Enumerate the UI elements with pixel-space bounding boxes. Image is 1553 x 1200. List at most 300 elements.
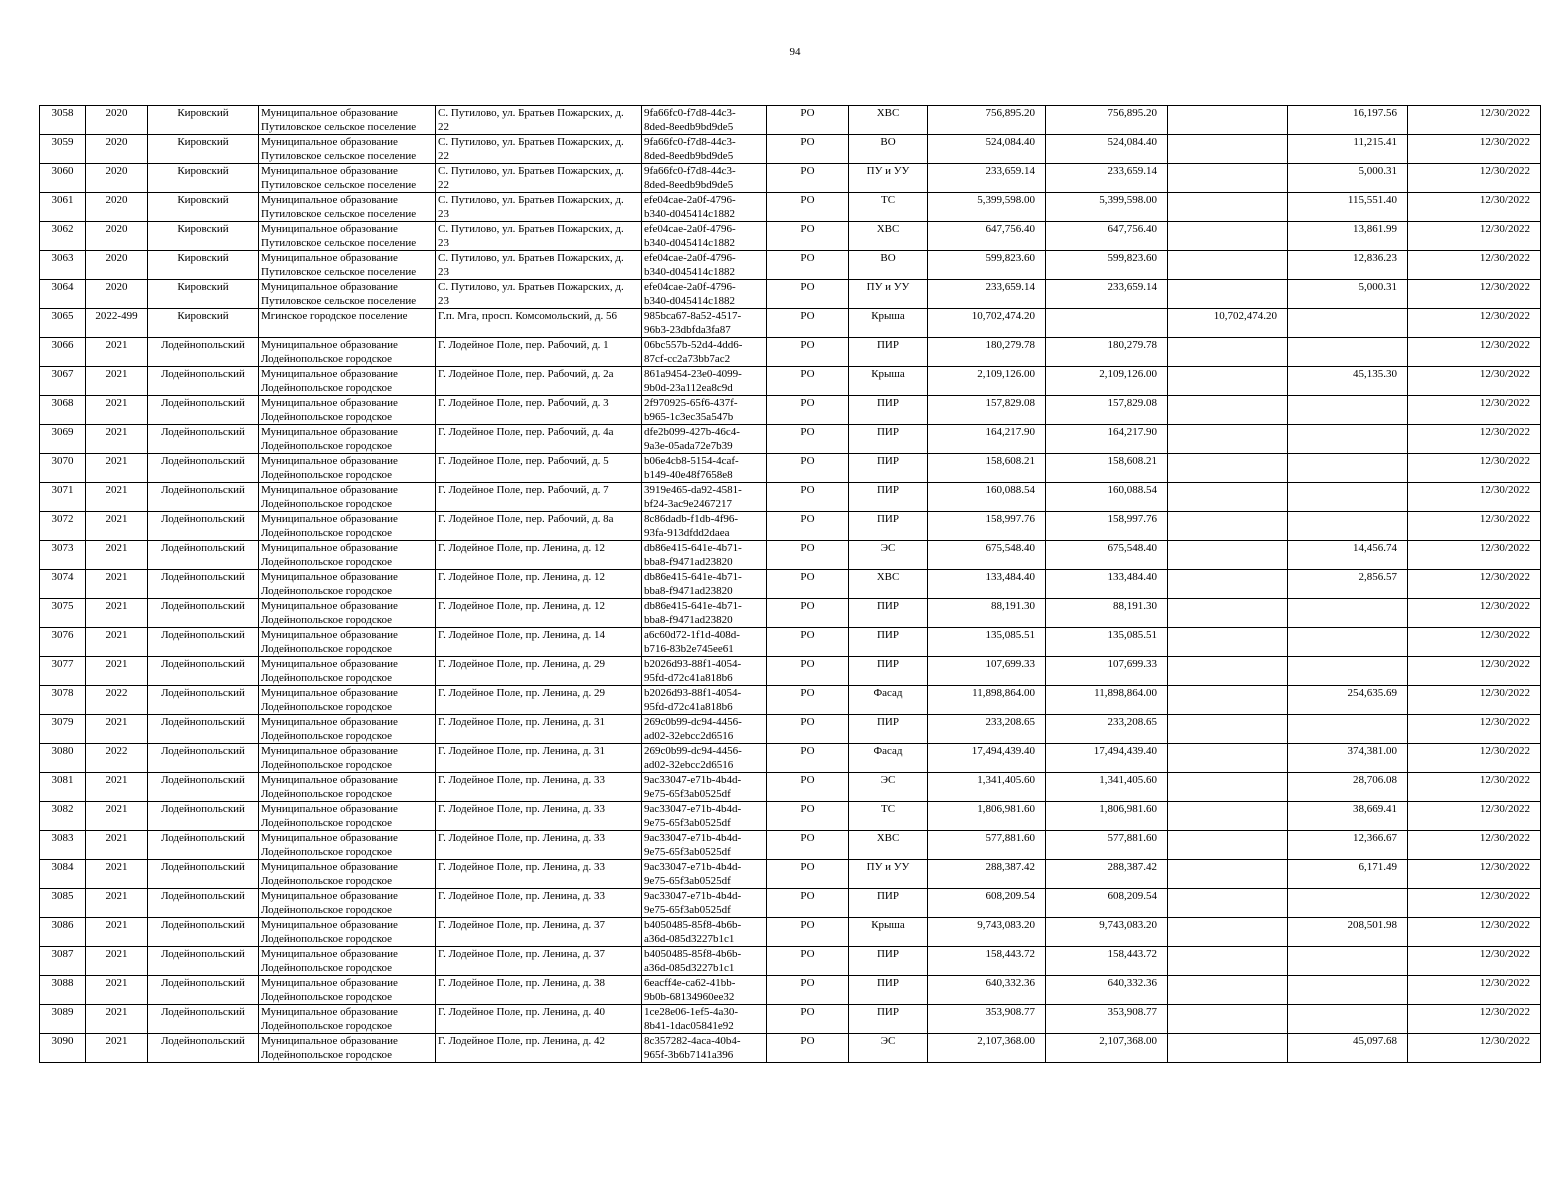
row-number-cell: 3088 xyxy=(40,976,86,1005)
district-cell: Лодейнопольский xyxy=(148,483,259,512)
cell-line-1: Муниципальное образование xyxy=(261,745,398,757)
address-cell xyxy=(436,802,642,831)
date-cell: 12/30/2022 xyxy=(1408,106,1541,135)
additional-cost-cell: 6,171.49 xyxy=(1288,860,1408,889)
date-cell: 12/30/2022 xyxy=(1408,918,1541,947)
work-type-cell: ВО xyxy=(849,251,928,280)
other-cost-cell xyxy=(1168,483,1288,512)
cell-line-2: Лодейнопольское городское xyxy=(261,788,393,800)
additional-cost-cell: 12,366.67 xyxy=(1288,831,1408,860)
fund-cost-cell: 88,191.30 xyxy=(1046,599,1168,628)
guid-cell xyxy=(642,860,767,889)
fund-cost-cell: 756,895.20 xyxy=(1046,106,1168,135)
other-cost-cell xyxy=(1168,831,1288,860)
cell-line-1: Муниципальное образование xyxy=(261,977,398,989)
row-number-cell: 3077 xyxy=(40,657,86,686)
guid-cell xyxy=(642,367,767,396)
additional-cost-cell xyxy=(1288,1005,1408,1034)
cell-line-2: Путиловское сельское поселение xyxy=(261,121,417,133)
other-cost-cell xyxy=(1168,1005,1288,1034)
cell-line-1: b2026d93-88f1-4054- xyxy=(644,658,742,670)
guid-cell xyxy=(642,338,767,367)
row-number-cell: 3081 xyxy=(40,773,86,802)
date-cell: 12/30/2022 xyxy=(1408,860,1541,889)
row-number-cell: 3073 xyxy=(40,541,86,570)
work-type-cell: ПУ и УУ xyxy=(849,280,928,309)
table-row xyxy=(40,396,1541,425)
guid-cell xyxy=(642,280,767,309)
cell-line-1: Г. Лодейное Поле, пр. Ленина, д. 14 xyxy=(438,629,605,641)
municipality-cell xyxy=(259,483,436,512)
other-cost-cell xyxy=(1168,570,1288,599)
cell-line-1: Г. Лодейное Поле, пр. Ленина, д. 12 xyxy=(438,600,605,612)
year-cell: 2021 xyxy=(86,860,148,889)
year-cell: 2020 xyxy=(86,193,148,222)
cell-line-2: 8ded-8eedb9bd9de5 xyxy=(644,150,734,162)
cell-line-1: С. Путилово, ул. Братьев Пожарских, д. xyxy=(438,223,624,235)
total-cost-cell: 233,208.65 xyxy=(928,715,1046,744)
cell-line-1: 9fa66fc0-f7d8-44c3- xyxy=(644,107,736,119)
type-cell: РО xyxy=(767,164,849,193)
work-type-cell: ПИР xyxy=(849,1005,928,1034)
table-row xyxy=(40,802,1541,831)
district-cell: Лодейнопольский xyxy=(148,715,259,744)
total-cost-cell: 599,823.60 xyxy=(928,251,1046,280)
date-cell: 12/30/2022 xyxy=(1408,773,1541,802)
year-cell: 2022 xyxy=(86,686,148,715)
year-cell: 2021 xyxy=(86,918,148,947)
cell-line-1: Г. Лодейное Поле, пер. Рабочий, д. 8а xyxy=(438,513,614,525)
district-cell: Лодейнопольский xyxy=(148,657,259,686)
fund-cost-cell: 158,608.21 xyxy=(1046,454,1168,483)
cell-line-2: 93fa-913dfdd2daea xyxy=(644,527,730,539)
municipality-cell xyxy=(259,628,436,657)
guid-cell xyxy=(642,1034,767,1063)
cell-line-2: Лодейнопольское городское xyxy=(261,498,393,510)
district-cell: Лодейнопольский xyxy=(148,889,259,918)
guid-cell xyxy=(642,106,767,135)
total-cost-cell: 233,659.14 xyxy=(928,164,1046,193)
cell-line-1: Муниципальное образование xyxy=(261,252,398,264)
date-cell: 12/30/2022 xyxy=(1408,715,1541,744)
fund-cost-cell: 288,387.42 xyxy=(1046,860,1168,889)
cell-line-2: Лодейнопольское городское xyxy=(261,353,393,365)
address-cell xyxy=(436,164,642,193)
work-type-cell: ПИР xyxy=(849,599,928,628)
cell-line-1: С. Путилово, ул. Братьев Пожарских, д. xyxy=(438,194,624,206)
cell-line-2: Лодейнопольское городское xyxy=(261,759,393,771)
cell-line-1: Муниципальное образование xyxy=(261,426,398,438)
address-cell xyxy=(436,135,642,164)
date-cell: 12/30/2022 xyxy=(1408,193,1541,222)
other-cost-cell xyxy=(1168,1034,1288,1063)
district-cell: Лодейнопольский xyxy=(148,367,259,396)
other-cost-cell xyxy=(1168,338,1288,367)
cell-line-2: bba8-f9471ad23820 xyxy=(644,556,733,568)
cell-line-1: Муниципальное образование xyxy=(261,600,398,612)
cell-line-1: 269c0b99-dc94-4456- xyxy=(644,745,742,757)
total-cost-cell: 158,608.21 xyxy=(928,454,1046,483)
year-cell: 2021 xyxy=(86,338,148,367)
other-cost-cell xyxy=(1168,802,1288,831)
row-number-cell: 3061 xyxy=(40,193,86,222)
cell-line-2: Лодейнопольское городское xyxy=(261,904,393,916)
type-cell: РО xyxy=(767,744,849,773)
cell-line-1: db86e415-641e-4b71- xyxy=(644,542,742,554)
row-number-cell: 3072 xyxy=(40,512,86,541)
row-number-cell: 3066 xyxy=(40,338,86,367)
year-cell: 2022 xyxy=(86,744,148,773)
address-cell xyxy=(436,570,642,599)
additional-cost-cell: 208,501.98 xyxy=(1288,918,1408,947)
cell-line-1: 1ce28e06-1ef5-4a30- xyxy=(644,1006,739,1018)
other-cost-cell xyxy=(1168,686,1288,715)
cell-line-1: 861a9454-23e0-4099- xyxy=(644,368,742,380)
cell-line-2: 23 xyxy=(438,208,449,220)
cell-line-2: 9e75-65f3ab0525df xyxy=(644,817,731,829)
cell-line-1: Муниципальное образование xyxy=(261,484,398,496)
cell-line-1: Муниципальное образование xyxy=(261,165,398,177)
row-number-cell: 3059 xyxy=(40,135,86,164)
cell-line-2: Лодейнопольское городское xyxy=(261,440,393,452)
date-cell: 12/30/2022 xyxy=(1408,396,1541,425)
total-cost-cell: 756,895.20 xyxy=(928,106,1046,135)
year-cell: 2021 xyxy=(86,657,148,686)
municipality-cell xyxy=(259,889,436,918)
municipality-cell xyxy=(259,947,436,976)
cell-line-1: Г.п. Мга, просп. Комсомольский, д. 56 xyxy=(438,310,617,322)
cell-line-2: b340-d045414c1882 xyxy=(644,237,736,249)
cell-line-1: Муниципальное образование xyxy=(261,136,398,148)
fund-cost-cell: 233,208.65 xyxy=(1046,715,1168,744)
other-cost-cell xyxy=(1168,889,1288,918)
cell-line-2: 9b0b-68134960ee32 xyxy=(644,991,735,1003)
cell-line-1: Муниципальное образование xyxy=(261,919,398,931)
fund-cost-cell: 599,823.60 xyxy=(1046,251,1168,280)
cell-line-2: 9e75-65f3ab0525df xyxy=(644,788,731,800)
cell-line-2: Лодейнопольское городское xyxy=(261,962,393,974)
work-type-cell: ЭС xyxy=(849,773,928,802)
work-type-cell: ПИР xyxy=(849,425,928,454)
municipality-cell xyxy=(259,193,436,222)
address-cell xyxy=(436,860,642,889)
fund-cost-cell: 1,341,405.60 xyxy=(1046,773,1168,802)
row-number-cell: 3065 xyxy=(40,309,86,338)
work-type-cell: ПИР xyxy=(849,483,928,512)
guid-cell xyxy=(642,657,767,686)
other-cost-cell xyxy=(1168,976,1288,1005)
address-cell xyxy=(436,193,642,222)
cell-line-2: 9a3e-05ada72e7b39 xyxy=(644,440,733,452)
other-cost-cell xyxy=(1168,135,1288,164)
municipality-cell xyxy=(259,860,436,889)
type-cell: РО xyxy=(767,860,849,889)
date-cell: 12/30/2022 xyxy=(1408,947,1541,976)
year-cell: 2020 xyxy=(86,106,148,135)
type-cell: РО xyxy=(767,570,849,599)
cell-line-1: Г. Лодейное Поле, пер. Рабочий, д. 4а xyxy=(438,426,614,438)
total-cost-cell: 9,743,083.20 xyxy=(928,918,1046,947)
cell-line-1: Муниципальное образование xyxy=(261,774,398,786)
fund-cost-cell: 640,332.36 xyxy=(1046,976,1168,1005)
table-row xyxy=(40,309,1541,338)
fund-cost-cell: 233,659.14 xyxy=(1046,164,1168,193)
total-cost-cell: 353,908.77 xyxy=(928,1005,1046,1034)
year-cell: 2021 xyxy=(86,628,148,657)
additional-cost-cell xyxy=(1288,599,1408,628)
municipality-cell xyxy=(259,280,436,309)
address-cell xyxy=(436,309,642,338)
row-number-cell: 3062 xyxy=(40,222,86,251)
guid-cell xyxy=(642,918,767,947)
type-cell: РО xyxy=(767,773,849,802)
type-cell: РО xyxy=(767,193,849,222)
cell-line-2: b965-1c3ec35a547b xyxy=(644,411,734,423)
district-cell: Лодейнопольский xyxy=(148,338,259,367)
cell-line-1: 8c86dadb-f1db-4f96- xyxy=(644,513,739,525)
other-cost-cell xyxy=(1168,367,1288,396)
type-cell: РО xyxy=(767,483,849,512)
guid-cell xyxy=(642,947,767,976)
municipality-cell xyxy=(259,715,436,744)
year-cell: 2021 xyxy=(86,715,148,744)
year-cell: 2021 xyxy=(86,425,148,454)
cell-line-1: Муниципальное образование xyxy=(261,571,398,583)
cell-line-2: ad02-32ebcc2d6516 xyxy=(644,759,734,771)
cell-line-2: Лодейнопольское городское xyxy=(261,382,393,394)
row-number-cell: 3078 xyxy=(40,686,86,715)
fund-cost-cell: 180,279.78 xyxy=(1046,338,1168,367)
date-cell: 12/30/2022 xyxy=(1408,1034,1541,1063)
row-number-cell: 3084 xyxy=(40,860,86,889)
fund-cost-cell: 135,085.51 xyxy=(1046,628,1168,657)
cell-line-1: 2f970925-65f6-437f- xyxy=(644,397,738,409)
municipality-cell xyxy=(259,367,436,396)
type-cell: РО xyxy=(767,251,849,280)
date-cell: 12/30/2022 xyxy=(1408,1005,1541,1034)
district-cell: Кировский xyxy=(148,135,259,164)
table-row xyxy=(40,338,1541,367)
district-cell: Лодейнопольский xyxy=(148,1005,259,1034)
cell-line-1: Муниципальное образование xyxy=(261,890,398,902)
date-cell: 12/30/2022 xyxy=(1408,338,1541,367)
additional-cost-cell: 28,706.08 xyxy=(1288,773,1408,802)
type-cell: РО xyxy=(767,831,849,860)
year-cell: 2021 xyxy=(86,947,148,976)
total-cost-cell: 1,341,405.60 xyxy=(928,773,1046,802)
address-cell xyxy=(436,657,642,686)
district-cell: Лодейнопольский xyxy=(148,744,259,773)
district-cell: Кировский xyxy=(148,106,259,135)
cell-line-1: Муниципальное образование xyxy=(261,107,398,119)
municipality-cell xyxy=(259,164,436,193)
cell-line-1: b4050485-85f8-4b6b- xyxy=(644,948,742,960)
guid-cell xyxy=(642,831,767,860)
district-cell: Лодейнопольский xyxy=(148,976,259,1005)
row-number-cell: 3083 xyxy=(40,831,86,860)
fund-cost-cell: 158,443.72 xyxy=(1046,947,1168,976)
work-type-cell: ЭС xyxy=(849,1034,928,1063)
total-cost-cell: 2,107,368.00 xyxy=(928,1034,1046,1063)
work-type-cell: ХВС xyxy=(849,831,928,860)
cell-line-2: Лодейнопольское городское xyxy=(261,411,393,423)
fund-cost-cell xyxy=(1046,309,1168,338)
date-cell: 12/30/2022 xyxy=(1408,367,1541,396)
type-cell: РО xyxy=(767,425,849,454)
year-cell: 2021 xyxy=(86,976,148,1005)
cell-line-1: 9fa66fc0-f7d8-44c3- xyxy=(644,136,736,148)
guid-cell xyxy=(642,309,767,338)
cell-line-2: Путиловское сельское поселение xyxy=(261,179,417,191)
cell-line-1: 8c357282-4aca-40b4- xyxy=(644,1035,741,1047)
date-cell: 12/30/2022 xyxy=(1408,599,1541,628)
fund-cost-cell: 2,109,126.00 xyxy=(1046,367,1168,396)
district-cell: Лодейнопольский xyxy=(148,1034,259,1063)
municipality-cell xyxy=(259,309,436,338)
type-cell: РО xyxy=(767,686,849,715)
date-cell: 12/30/2022 xyxy=(1408,251,1541,280)
additional-cost-cell: 14,456.74 xyxy=(1288,541,1408,570)
cell-line-1: Г. Лодейное Поле, пр. Ленина, д. 37 xyxy=(438,919,605,931)
other-cost-cell xyxy=(1168,541,1288,570)
municipality-cell xyxy=(259,831,436,860)
other-cost-cell xyxy=(1168,396,1288,425)
fund-cost-cell: 2,107,368.00 xyxy=(1046,1034,1168,1063)
total-cost-cell: 288,387.42 xyxy=(928,860,1046,889)
table-row xyxy=(40,889,1541,918)
district-cell: Лодейнопольский xyxy=(148,628,259,657)
cell-line-2: 8ded-8eedb9bd9de5 xyxy=(644,179,734,191)
cell-line-1: Г. Лодейное Поле, пер. Рабочий, д. 3 xyxy=(438,397,609,409)
date-cell: 12/30/2022 xyxy=(1408,889,1541,918)
guid-cell xyxy=(642,425,767,454)
address-cell xyxy=(436,1005,642,1034)
municipality-cell xyxy=(259,686,436,715)
date-cell: 12/30/2022 xyxy=(1408,570,1541,599)
guid-cell xyxy=(642,889,767,918)
date-cell: 12/30/2022 xyxy=(1408,831,1541,860)
cell-line-2: 87cf-cc2a73bb7ac2 xyxy=(644,353,731,365)
municipality-cell xyxy=(259,512,436,541)
work-type-cell: ПИР xyxy=(849,715,928,744)
cell-line-1: Муниципальное образование xyxy=(261,803,398,815)
work-type-cell: Крыша xyxy=(849,367,928,396)
additional-cost-cell: 12,836.23 xyxy=(1288,251,1408,280)
district-cell: Лодейнопольский xyxy=(148,860,259,889)
cell-line-1: С. Путилово, ул. Братьев Пожарских, д. xyxy=(438,107,624,119)
cell-line-2: 22 xyxy=(438,150,449,162)
additional-cost-cell xyxy=(1288,425,1408,454)
district-cell: Кировский xyxy=(148,164,259,193)
total-cost-cell: 88,191.30 xyxy=(928,599,1046,628)
cell-line-1: b4050485-85f8-4b6b- xyxy=(644,919,742,931)
type-cell: РО xyxy=(767,338,849,367)
table-row xyxy=(40,164,1541,193)
additional-cost-cell xyxy=(1288,976,1408,1005)
cell-line-2: Лодейнопольское городское xyxy=(261,527,393,539)
other-cost-cell xyxy=(1168,222,1288,251)
total-cost-cell: 11,898,864.00 xyxy=(928,686,1046,715)
cell-line-2: b340-d045414c1882 xyxy=(644,266,736,278)
work-type-cell: ПИР xyxy=(849,947,928,976)
work-type-cell: ПИР xyxy=(849,976,928,1005)
year-cell: 2021 xyxy=(86,367,148,396)
cell-line-2: Лодейнопольское городское xyxy=(261,556,393,568)
type-cell: РО xyxy=(767,657,849,686)
additional-cost-cell xyxy=(1288,715,1408,744)
additional-cost-cell: 16,197.56 xyxy=(1288,106,1408,135)
type-cell: РО xyxy=(767,135,849,164)
year-cell: 2021 xyxy=(86,1005,148,1034)
date-cell: 12/30/2022 xyxy=(1408,686,1541,715)
cell-line-1: Муниципальное образование xyxy=(261,861,398,873)
year-cell: 2020 xyxy=(86,135,148,164)
fund-cost-cell: 524,084.40 xyxy=(1046,135,1168,164)
date-cell: 12/30/2022 xyxy=(1408,512,1541,541)
cell-line-2: Лодейнопольское городское xyxy=(261,1020,393,1032)
district-cell: Лодейнопольский xyxy=(148,454,259,483)
table-body xyxy=(40,106,1541,1063)
additional-cost-cell: 2,856.57 xyxy=(1288,570,1408,599)
district-cell: Лодейнопольский xyxy=(148,686,259,715)
address-cell xyxy=(436,280,642,309)
year-cell: 2021 xyxy=(86,541,148,570)
fund-cost-cell: 233,659.14 xyxy=(1046,280,1168,309)
work-type-cell: ПИР xyxy=(849,396,928,425)
fund-cost-cell: 9,743,083.20 xyxy=(1046,918,1168,947)
work-type-cell: ВО xyxy=(849,135,928,164)
table-row xyxy=(40,425,1541,454)
cell-line-2: 8ded-8eedb9bd9de5 xyxy=(644,121,734,133)
district-cell: Кировский xyxy=(148,280,259,309)
cell-line-2: Лодейнопольское городское xyxy=(261,730,393,742)
address-cell xyxy=(436,715,642,744)
address-cell xyxy=(436,512,642,541)
cell-line-1: b2026d93-88f1-4054- xyxy=(644,687,742,699)
date-cell: 12/30/2022 xyxy=(1408,309,1541,338)
year-cell: 2021 xyxy=(86,396,148,425)
cell-line-1: db86e415-641e-4b71- xyxy=(644,571,742,583)
cell-line-2: Лодейнопольское городское xyxy=(261,817,393,829)
cell-line-1: Муниципальное образование xyxy=(261,629,398,641)
cell-line-1: 985bca67-8a52-4517- xyxy=(644,310,742,322)
cell-line-2: Лодейнопольское городское xyxy=(261,469,393,481)
address-cell xyxy=(436,222,642,251)
guid-cell xyxy=(642,744,767,773)
fund-cost-cell: 608,209.54 xyxy=(1046,889,1168,918)
municipality-cell xyxy=(259,570,436,599)
address-cell xyxy=(436,686,642,715)
municipality-cell xyxy=(259,222,436,251)
table-row xyxy=(40,599,1541,628)
cell-line-1: Г. Лодейное Поле, пр. Ленина, д. 31 xyxy=(438,716,605,728)
cell-line-1: 9ac33047-e71b-4b4d- xyxy=(644,890,742,902)
row-number-cell: 3087 xyxy=(40,947,86,976)
cell-line-1: 9ac33047-e71b-4b4d- xyxy=(644,803,742,815)
table-row xyxy=(40,280,1541,309)
municipality-cell xyxy=(259,425,436,454)
type-cell: РО xyxy=(767,947,849,976)
cell-line-1: Г. Лодейное Поле, пр. Ленина, д. 33 xyxy=(438,774,605,786)
cell-line-1: 9ac33047-e71b-4b4d- xyxy=(644,832,742,844)
total-cost-cell: 675,548.40 xyxy=(928,541,1046,570)
cell-line-2: Лодейнопольское городское xyxy=(261,846,393,858)
other-cost-cell xyxy=(1168,512,1288,541)
cell-line-1: Мгинское городское поселение xyxy=(261,310,408,322)
cell-line-1: Муниципальное образование xyxy=(261,194,398,206)
work-type-cell: ПУ и УУ xyxy=(849,860,928,889)
cell-line-2: b340-d045414c1882 xyxy=(644,208,736,220)
